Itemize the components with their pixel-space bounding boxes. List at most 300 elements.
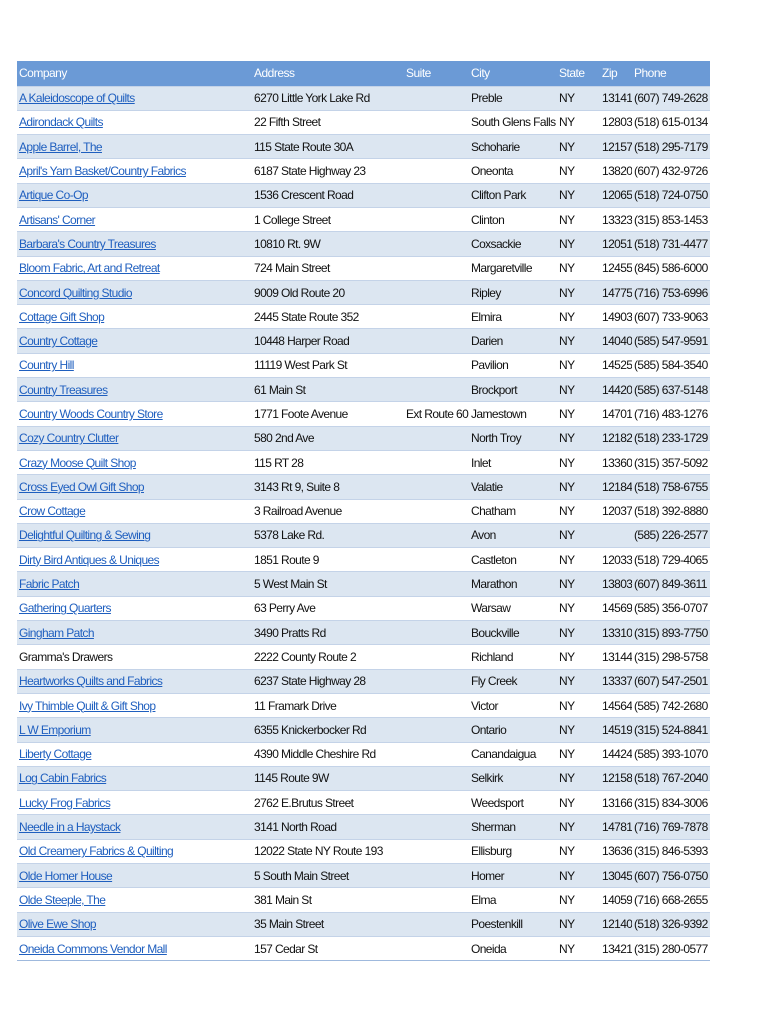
table-header — [17, 61, 710, 86]
city-cell: Canandaigua — [471, 747, 536, 762]
header-address[interactable]: Address — [254, 66, 295, 81]
suite-cell — [404, 499, 469, 523]
table-row — [17, 742, 710, 766]
address-cell: 157 Cedar St — [254, 941, 318, 956]
suite-cell — [404, 86, 469, 110]
company-link[interactable]: Country Hill — [19, 358, 74, 373]
zip-cell: 12051 — [602, 236, 632, 251]
address-cell: 61 Main St — [254, 382, 306, 397]
company-link[interactable]: Needle in a Haystack — [19, 820, 121, 835]
city-cell: Schoharie — [471, 139, 520, 154]
phone-cell: (315) 280-0577 — [634, 941, 708, 956]
suite-cell — [404, 232, 469, 256]
company-cell — [17, 135, 252, 159]
city-cell: Ripley — [471, 285, 501, 300]
company-link[interactable]: Artisans' Corner — [19, 212, 96, 227]
state-cell: NY — [559, 941, 575, 956]
company-cell — [17, 669, 252, 693]
company-name: Gramma's Drawers — [19, 649, 113, 664]
company-cell — [17, 766, 252, 790]
address-cell: 6270 Little York Lake Rd — [254, 91, 370, 106]
table-row — [17, 305, 710, 329]
address-cell: 381 Main St — [254, 892, 312, 907]
city-cell: Coxsackie — [471, 236, 521, 251]
table-row — [17, 815, 710, 839]
suite-cell — [404, 888, 469, 912]
suite-cell — [404, 305, 469, 329]
state-cell: NY — [559, 649, 575, 664]
state-cell: NY — [559, 236, 575, 251]
phone-cell: (716) 769-7878 — [634, 820, 708, 835]
city-cell: Darien — [471, 334, 503, 349]
company-cell — [17, 256, 252, 280]
company-link[interactable]: Cross Eyed Owl Gift Shop — [19, 479, 144, 494]
city-cell: Chatham — [471, 504, 516, 519]
table-row — [17, 450, 710, 474]
state-cell: NY — [559, 115, 575, 130]
table-row — [17, 110, 710, 134]
address-cell: 11119 West Park St — [254, 358, 348, 373]
zip-cell: 14424 — [602, 747, 632, 762]
state-cell: NY — [559, 334, 575, 349]
company-link[interactable]: Lucky Frog Fabrics — [19, 795, 111, 810]
table-row — [17, 232, 710, 256]
table-row — [17, 548, 710, 572]
address-cell: 11 Framark Drive — [254, 698, 337, 713]
header-state[interactable]: State — [559, 66, 585, 81]
address-cell: 3143 Rt 9, Suite 8 — [254, 479, 340, 494]
zip-cell: 14775 — [602, 285, 632, 300]
company-cell — [17, 839, 252, 863]
phone-cell: (518) 758-6755 — [634, 479, 708, 494]
suite-cell — [404, 450, 469, 474]
phone-cell: (315) 298-5758 — [634, 649, 708, 664]
company-cell — [17, 475, 252, 499]
address-cell: 22 Fifth Street — [254, 115, 321, 130]
suite-cell — [404, 791, 469, 815]
state-cell: NY — [559, 917, 575, 932]
city-cell: Preble — [471, 91, 503, 106]
company-link[interactable]: Adirondack Quilts — [19, 115, 103, 130]
company-link[interactable]: Log Cabin Fabrics — [19, 771, 107, 786]
suite-cell — [404, 669, 469, 693]
address-cell: 3 Railroad Avenue — [254, 504, 342, 519]
city-cell: Homer — [471, 868, 505, 883]
company-cell — [17, 329, 252, 353]
address-cell: 9009 Old Route 20 — [254, 285, 345, 300]
city-cell: Jamestown — [471, 407, 527, 421]
zip-cell: 12158 — [602, 771, 632, 786]
state-cell: NY — [559, 601, 575, 616]
company-cell — [17, 426, 252, 450]
header-company[interactable]: Company — [19, 66, 67, 81]
state-cell: NY — [559, 91, 575, 106]
zip-cell: 14781 — [602, 820, 632, 835]
header-row — [17, 61, 710, 86]
table-row — [17, 572, 710, 596]
company-link[interactable]: Gingham Patch — [19, 625, 94, 640]
company-link[interactable]: Apple Barrel, The — [19, 139, 102, 154]
city-cell: Selkirk — [471, 771, 503, 786]
header-city[interactable]: City — [471, 66, 490, 81]
state-cell: NY — [559, 528, 575, 543]
suite-cell — [404, 596, 469, 620]
zip-cell: 13421 — [602, 941, 632, 956]
company-cell — [17, 110, 252, 134]
state-cell: NY — [559, 261, 575, 276]
address-cell: 1536 Crescent Road — [254, 188, 354, 203]
suite-cell — [404, 718, 469, 742]
phone-cell: (518) 729-4065 — [634, 552, 708, 567]
table-row — [17, 426, 710, 450]
suite-cell — [404, 548, 469, 572]
address-cell: 724 Main Street — [254, 261, 330, 276]
city-cell: Avon — [471, 528, 496, 543]
company-link[interactable]: A Kaleidoscope of Quilts — [19, 91, 135, 106]
address-cell: 6187 State Highway 23 — [254, 164, 366, 179]
header-phone[interactable]: Phone — [634, 66, 667, 81]
company-cell — [17, 353, 252, 377]
zip-cell: 13144 — [602, 649, 632, 664]
company-cell — [17, 572, 252, 596]
state-cell: NY — [559, 844, 575, 859]
suite-cell — [404, 280, 469, 304]
table-body — [17, 86, 710, 961]
company-link[interactable]: Crow Cottage — [19, 504, 86, 519]
address-cell: 1145 Route 9W — [254, 771, 329, 786]
company-link[interactable]: Crazy Moose Quilt Shop — [19, 455, 136, 470]
table-row — [17, 645, 710, 669]
table-row — [17, 888, 710, 912]
zip-cell: 14701 — [602, 407, 632, 421]
zip-cell: 14519 — [602, 722, 632, 737]
state-cell: NY — [559, 674, 575, 689]
table-row — [17, 402, 710, 426]
company-link[interactable]: Bloom Fabric, Art and Retreat — [19, 261, 160, 276]
zip-cell: 14569 — [602, 601, 632, 616]
table-row — [17, 353, 710, 377]
table-row — [17, 183, 710, 207]
zip-cell: 13310 — [602, 625, 632, 640]
zip-cell: 13803 — [602, 577, 632, 592]
phone-cell: (585) 584-3540 — [634, 358, 708, 373]
city-cell: Brockport — [471, 382, 517, 397]
suite-cell — [404, 353, 469, 377]
city-cell: Oneonta — [471, 164, 513, 179]
table-row — [17, 912, 710, 936]
suite-cell — [404, 815, 469, 839]
city-cell: Fly Creek — [471, 674, 517, 689]
company-cell — [17, 378, 252, 402]
address-cell: 1851 Route 9 — [254, 552, 319, 567]
company-cell — [17, 280, 252, 304]
phone-cell: (315) 524-8841 — [634, 722, 708, 737]
city-cell: Elma — [471, 892, 496, 907]
address-cell: 115 State Route 30A — [254, 139, 354, 154]
address-cell: 5 West Main St — [254, 577, 327, 592]
company-link[interactable]: Dirty Bird Antiques & Uniques — [19, 552, 160, 567]
zip-cell: 14040 — [602, 334, 632, 349]
zip-cell: 14059 — [602, 892, 632, 907]
state-cell: NY — [559, 358, 575, 373]
company-link[interactable]: Delightful Quilting & Sewing — [19, 528, 151, 543]
shop-directory-sheet — [17, 61, 710, 961]
phone-cell: (315) 357-5092 — [634, 455, 708, 470]
company-cell — [17, 596, 252, 620]
company-cell — [17, 232, 252, 256]
company-cell — [17, 548, 252, 572]
zip-cell: 12065 — [602, 188, 632, 203]
suite-cell: Ext Route 60 — [406, 407, 469, 421]
state-cell: NY — [559, 212, 575, 227]
phone-cell: (607) 756-0750 — [634, 868, 708, 883]
phone-cell: (315) 893-7750 — [634, 625, 708, 640]
state-cell: NY — [559, 698, 575, 713]
state-cell: NY — [559, 455, 575, 470]
zip-cell: 12157 — [602, 139, 632, 154]
suite-cell — [404, 475, 469, 499]
company-cell — [17, 645, 252, 669]
address-cell: 2445 State Route 352 — [254, 309, 359, 324]
zip-cell: 14420 — [602, 382, 632, 397]
table-row — [17, 693, 710, 717]
suite-cell — [404, 110, 469, 134]
address-cell: 4390 Middle Cheshire Rd — [254, 747, 376, 762]
phone-cell: (607) 733-9063 — [634, 309, 708, 324]
table-row — [17, 280, 710, 304]
phone-cell: (716) 668-2655 — [634, 892, 708, 907]
city-cell: Warsaw — [471, 601, 511, 616]
zip-cell: 12803 — [602, 115, 632, 130]
address-cell: 1 College Street — [254, 212, 331, 227]
phone-cell: (607) 547-2501 — [634, 674, 708, 689]
company-cell — [17, 159, 252, 183]
state-cell: NY — [559, 504, 575, 519]
phone-cell: (585) 547-9591 — [634, 334, 708, 349]
company-link[interactable]: Barbara's Country Treasures — [19, 236, 156, 251]
address-cell: 3141 North Road — [254, 820, 337, 835]
address-cell: 580 2nd Ave — [254, 431, 314, 446]
city-cell: Weedsport — [471, 795, 524, 810]
phone-cell: (315) 846-5393 — [634, 844, 708, 859]
city-cell: Clifton Park — [471, 188, 526, 203]
company-link[interactable]: Oneida Commons Vendor Mall — [19, 941, 167, 956]
city-cell: South Glens Falls — [471, 115, 556, 130]
zip-cell: 13636 — [602, 844, 632, 859]
header-zip[interactable]: Zip — [602, 66, 618, 81]
company-link[interactable]: Old Creamery Fabrics & Quilting — [19, 844, 174, 859]
company-link[interactable]: Heartworks Quilts and Fabrics — [19, 674, 163, 689]
phone-cell: (518) 615-0134 — [634, 115, 708, 130]
address-cell: 2762 E.Brutus Street — [254, 795, 354, 810]
state-cell: NY — [559, 479, 575, 494]
table-row — [17, 256, 710, 280]
company-link[interactable]: Olive Ewe Shop — [19, 917, 96, 932]
phone-cell: (315) 834-3006 — [634, 795, 708, 810]
zip-cell: 12140 — [602, 917, 632, 932]
company-cell — [17, 815, 252, 839]
state-cell: NY — [559, 820, 575, 835]
phone-cell: (518) 731-4477 — [634, 236, 708, 251]
company-link[interactable]: Cozy Country Clutter — [19, 431, 119, 446]
table-row — [17, 621, 710, 645]
state-cell: NY — [559, 552, 575, 567]
table-row — [17, 159, 710, 183]
company-link[interactable]: Cottage Gift Shop — [19, 309, 105, 324]
company-cell — [17, 621, 252, 645]
company-link[interactable]: Country Woods Country Store — [19, 407, 163, 421]
address-cell: 115 RT 28 — [254, 455, 304, 470]
company-link[interactable]: Fabric Patch — [19, 577, 80, 592]
city-cell: Valatie — [471, 479, 503, 494]
zip-cell: 12182 — [602, 431, 632, 446]
company-cell — [17, 693, 252, 717]
zip-cell: 14903 — [602, 309, 632, 324]
phone-cell: (585) 637-5148 — [634, 382, 708, 397]
company-link[interactable]: L W Emporium — [19, 722, 91, 737]
state-cell: NY — [559, 431, 575, 446]
suite-cell — [404, 329, 469, 353]
table-row — [17, 475, 710, 499]
phone-cell: (518) 767-2040 — [634, 771, 708, 786]
zip-cell: 14525 — [602, 358, 632, 373]
phone-cell: (716) 483-1276 — [634, 407, 708, 421]
company-cell — [17, 305, 252, 329]
city-cell: Victor — [471, 698, 498, 713]
suite-cell — [404, 572, 469, 596]
city-cell: Oneida — [471, 941, 507, 956]
address-cell: 2222 County Route 2 — [254, 649, 357, 664]
state-cell: NY — [559, 139, 575, 154]
state-cell: NY — [559, 747, 575, 762]
table-row — [17, 135, 710, 159]
zip-cell: 13141 — [602, 91, 632, 106]
city-cell: Bouckville — [471, 625, 520, 640]
zip-cell: 12037 — [602, 504, 632, 519]
phone-cell: (518) 724-0750 — [634, 188, 708, 203]
city-cell: Inlet — [471, 455, 491, 470]
zip-cell — [600, 523, 632, 547]
phone-cell: (585) 393-1070 — [634, 747, 708, 762]
suite-cell — [404, 742, 469, 766]
zip-cell: 14564 — [602, 698, 632, 713]
state-cell: NY — [559, 407, 575, 421]
company-link[interactable]: Country Treasures — [19, 382, 108, 397]
table-row — [17, 864, 710, 888]
suite-cell — [404, 426, 469, 450]
phone-cell: (585) 742-2680 — [634, 698, 708, 713]
suite-cell — [404, 135, 469, 159]
suite-cell — [404, 645, 469, 669]
zip-cell: 13337 — [602, 674, 632, 689]
header-suite[interactable]: Suite — [406, 66, 431, 81]
phone-cell: (518) 233-1729 — [634, 431, 708, 446]
city-cell: North Troy — [471, 431, 522, 446]
company-link[interactable]: Artique Co-Op — [19, 188, 88, 203]
company-link[interactable]: Olde Homer House — [19, 868, 113, 883]
city-cell: Elmira — [471, 309, 502, 324]
zip-cell: 12184 — [602, 479, 632, 494]
table-row — [17, 378, 710, 402]
company-link[interactable]: Liberty Cottage — [19, 747, 92, 762]
company-cell — [17, 183, 252, 207]
suite-cell — [404, 378, 469, 402]
state-cell: NY — [559, 722, 575, 737]
company-cell — [17, 523, 252, 547]
city-cell: Ontario — [471, 722, 507, 737]
suite-cell — [404, 766, 469, 790]
state-cell: NY — [559, 164, 575, 179]
suite-cell — [404, 621, 469, 645]
company-link[interactable]: Concord Quilting Studio — [19, 285, 132, 300]
table-row — [17, 86, 710, 110]
company-cell — [17, 207, 252, 231]
address-cell: 35 Main Street — [254, 917, 324, 932]
suite-cell — [404, 912, 469, 936]
phone-cell: (315) 853-1453 — [634, 212, 708, 227]
company-cell — [17, 912, 252, 936]
city-cell: Castleton — [471, 552, 517, 567]
city-cell: Pavilion — [471, 358, 509, 373]
company-link[interactable]: Gathering Quarters — [19, 601, 111, 616]
company-cell — [17, 86, 252, 110]
table-row — [17, 766, 710, 790]
zip-cell: 13820 — [602, 164, 632, 179]
state-cell: NY — [559, 188, 575, 203]
table-row — [17, 718, 710, 742]
table-row — [17, 523, 710, 547]
state-cell: NY — [559, 285, 575, 300]
phone-cell: (607) 849-3611 — [634, 577, 707, 592]
table-row — [17, 207, 710, 231]
phone-cell: (518) 326-9392 — [634, 917, 708, 932]
suite-cell — [404, 183, 469, 207]
state-cell: NY — [559, 382, 575, 397]
zip-cell: 13323 — [602, 212, 632, 227]
company-cell — [17, 402, 252, 426]
company-link[interactable]: Country Cottage — [19, 334, 98, 349]
state-cell: NY — [559, 771, 575, 786]
state-cell: NY — [559, 892, 575, 907]
address-cell: 6355 Knickerbocker Rd — [254, 722, 367, 737]
address-cell: 5 South Main Street — [254, 868, 349, 883]
company-cell — [17, 742, 252, 766]
suite-cell — [404, 159, 469, 183]
company-cell — [17, 791, 252, 815]
city-cell: Poestenkill — [471, 917, 523, 932]
company-link[interactable]: April's Yarn Basket/Country Fabrics — [19, 164, 186, 179]
company-cell — [17, 936, 252, 960]
table-row — [17, 329, 710, 353]
company-link[interactable]: Olde Steeple, The — [19, 892, 106, 907]
company-link[interactable]: Ivy Thimble Quilt & Gift Shop — [19, 698, 156, 713]
table-row — [17, 936, 710, 960]
address-cell: 63 Perry Ave — [254, 601, 316, 616]
zip-cell: 13166 — [602, 795, 632, 810]
phone-cell: (518) 392-8880 — [634, 504, 708, 519]
suite-cell — [404, 523, 469, 547]
table-row — [17, 791, 710, 815]
address-cell: 3490 Pratts Rd — [254, 625, 326, 640]
state-cell: NY — [559, 868, 575, 883]
suite-cell — [404, 693, 469, 717]
table-row — [17, 669, 710, 693]
city-cell: Marathon — [471, 577, 517, 592]
phone-cell: (716) 753-6996 — [634, 285, 708, 300]
suite-cell — [404, 207, 469, 231]
table-row — [17, 839, 710, 863]
table-row — [17, 596, 710, 620]
